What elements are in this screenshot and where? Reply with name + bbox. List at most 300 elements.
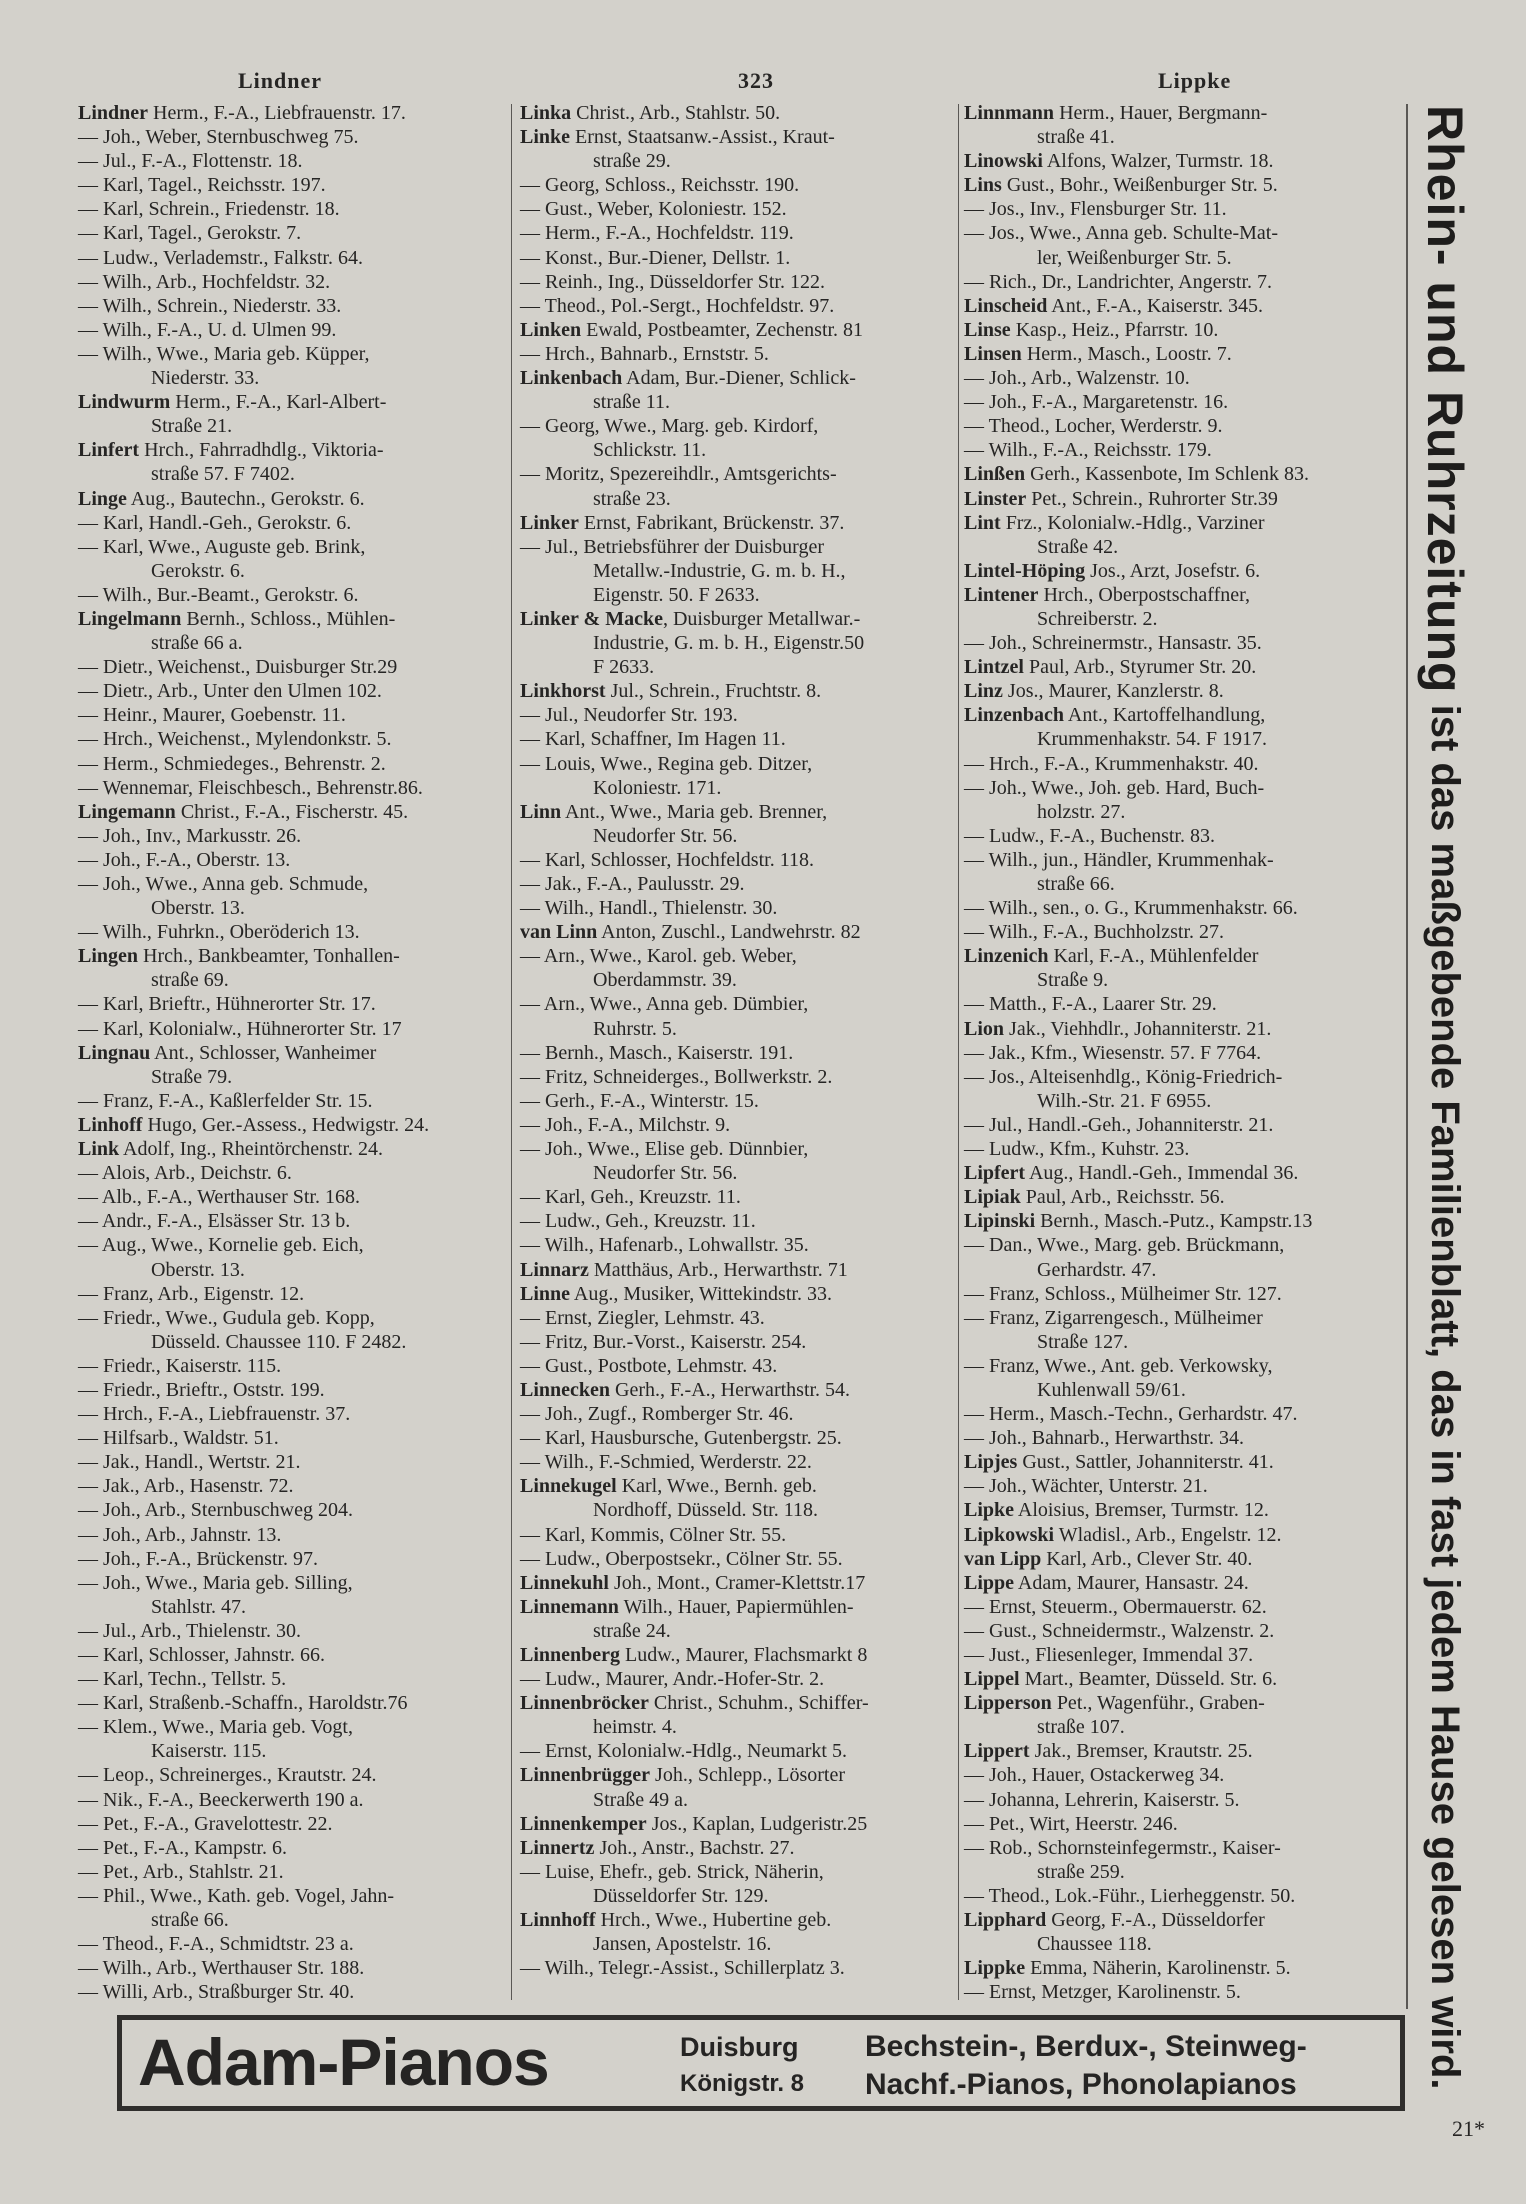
directory-entry: [520, 1233, 869, 1257]
entry-text: — Gust., Weber, Koloniestr. 152.: [520, 198, 787, 221]
entry-surname: Lippert: [964, 1740, 1030, 1763]
directory-entry: [78, 294, 429, 318]
directory-entry: [78, 655, 429, 679]
entry-continuation: [78, 1908, 429, 1932]
directory-entry: [964, 583, 1312, 607]
entry-text: — Jul., F.-A., Flottenstr. 18.: [78, 150, 303, 173]
entry-text: — Fritz, Bur.-Vorst., Kaiserstr. 254.: [520, 1330, 807, 1353]
entry-continuation: [78, 559, 429, 583]
entry-text: — Ernst, Steuerm., Obermauerstr. 62.: [964, 1595, 1267, 1618]
entry-text: — Wilh., Fuhrkn., Oberöderich 13.: [78, 921, 360, 944]
entry-text: holzstr. 27.: [1037, 800, 1126, 823]
directory-entry: [520, 511, 869, 535]
directory-entry: [964, 776, 1312, 800]
directory-entry: [78, 1523, 429, 1547]
directory-entry: [964, 1908, 1312, 1932]
entry-continuation: [78, 968, 429, 992]
entry-text: — Wilh., sen., o. G., Krummenhakstr. 66.: [964, 897, 1298, 920]
directory-entry: [78, 1980, 429, 2004]
directory-entry: [964, 1450, 1312, 1474]
entry-text: — Ernst, Kolonialw.-Hdlg., Neumarkt 5.: [520, 1740, 847, 1763]
entry-text: — Friedr., Brieftr., Oststr. 199.: [78, 1378, 325, 1401]
entry-text: — Karl, Tagel., Gerokstr. 7.: [78, 222, 302, 245]
entry-text: Kasp., Heiz., Pfarrstr. 10.: [1010, 318, 1219, 341]
directory-entry: [520, 727, 869, 751]
entry-text: Jak., Viehhdlr., Johanniterstr. 21.: [1004, 1017, 1272, 1040]
entry-surname: Linkhorst: [520, 680, 606, 703]
directory-entry: [78, 1571, 429, 1595]
entry-text: — Ludw., Oberpostsekr., Cölner Str. 55.: [520, 1547, 843, 1570]
entry-text: straße 23.: [593, 487, 671, 510]
directory-entry: [964, 1209, 1312, 1233]
entry-text: Eigenstr. 50. F 2633.: [593, 583, 760, 606]
entry-surname: Lipperson: [964, 1692, 1052, 1715]
directory-entry: [964, 511, 1312, 535]
directory-entry: [78, 944, 429, 968]
directory-entry: [520, 992, 869, 1016]
entry-text: Oberstr. 13.: [151, 897, 245, 920]
entry-text: — Konst., Bur.-Diener, Dellstr. 1.: [520, 246, 791, 269]
entry-surname: van Lipp: [964, 1547, 1042, 1570]
directory-entry: [78, 1041, 429, 1065]
entry-text: — Heinr., Maurer, Goebenstr. 11.: [78, 704, 346, 727]
directory-entry: [964, 1547, 1312, 1571]
entry-text: — Alb., F.-A., Werthauser Str. 168.: [78, 1186, 360, 1209]
entry-text: Hrch., Fahrradhdlg., Viktoria-: [139, 439, 384, 462]
entry-text: Stahlstr. 47.: [151, 1595, 247, 1618]
directory-entry: [964, 1619, 1312, 1643]
directory-entry: [964, 703, 1312, 727]
entry-text: Ant., Schlosser, Wanheimer: [150, 1041, 377, 1064]
directory-entry: [520, 294, 869, 318]
entry-text: Jos., Kaplan, Ludgeristr.25: [646, 1812, 868, 1835]
entry-surname: Lint: [964, 511, 1001, 534]
directory-entry: [964, 559, 1312, 583]
entry-text: — Theod., Locher, Werderstr. 9.: [964, 415, 1223, 438]
directory-entry: [78, 800, 429, 824]
directory-entry: [964, 1884, 1312, 1908]
entry-continuation: [520, 631, 869, 655]
entry-continuation: [520, 438, 869, 462]
entry-text: — Arn., Wwe., Karol. geb. Weber,: [520, 945, 797, 968]
entry-surname: Lipjes: [964, 1451, 1018, 1474]
directory-entry: [78, 703, 429, 727]
entry-surname: Lingnau: [78, 1041, 151, 1064]
entry-text: — Rich., Dr., Landrichter, Angerstr. 7.: [964, 270, 1273, 293]
entry-text: — Herm., F.-A., Hochfeldstr. 119.: [520, 222, 794, 245]
directory-entry: [78, 752, 429, 776]
directory-entry: [964, 1571, 1312, 1595]
directory-entry: [964, 1282, 1312, 1306]
entry-continuation: [520, 776, 869, 800]
entry-surname: Linfert: [78, 439, 140, 462]
directory-entry: [78, 246, 429, 270]
directory-entry: [964, 1065, 1312, 1089]
entry-surname: Lintzel: [964, 656, 1024, 679]
entry-text: — Dietr., Arb., Unter den Ulmen 102.: [78, 680, 382, 703]
directory-entry: [964, 318, 1312, 342]
directory-entry: [520, 1065, 869, 1089]
entry-continuation: [520, 149, 869, 173]
directory-entry: [964, 1402, 1312, 1426]
directory-column-2: [520, 101, 869, 1980]
directory-entry: [78, 1161, 429, 1185]
entry-text: — Arn., Wwe., Anna geb. Dümbier,: [520, 993, 809, 1016]
directory-entry: [520, 1137, 869, 1161]
entry-text: F 2633.: [593, 656, 655, 679]
entry-text: Joh., Mont., Cramer-Klettstr.17: [608, 1571, 866, 1594]
entry-text: Emma, Näherin, Karolinenstr. 5.: [1025, 1957, 1291, 1980]
directory-entry: [78, 1282, 429, 1306]
entry-text: Hrch., Bankbeamter, Tonhallen-: [138, 945, 400, 968]
entry-text: Ernst, Fabrikant, Brückenstr. 37.: [578, 511, 845, 534]
entry-continuation: [520, 583, 869, 607]
entry-continuation: [520, 1498, 869, 1522]
entry-text: — Aug., Wwe., Kornelie geb. Eich,: [78, 1234, 364, 1257]
directory-entry: [964, 1041, 1312, 1065]
entry-text: Jansen, Apostelstr. 16.: [593, 1933, 772, 1956]
directory-entry: [78, 342, 429, 366]
directory-entry: [964, 221, 1312, 245]
directory-entry: [964, 1595, 1312, 1619]
directory-entry: [520, 1185, 869, 1209]
entry-text: Aug., Bautechn., Gerokstr. 6.: [126, 487, 365, 510]
entry-text: — Joh., Wwe., Maria geb. Silling,: [78, 1571, 353, 1594]
directory-entry: [520, 246, 869, 270]
directory-entry: [520, 1691, 869, 1715]
entry-continuation: [520, 968, 869, 992]
entry-text: Düsseld. Chaussee 110. F 2482.: [151, 1330, 407, 1353]
entry-text: — Andr., F.-A., Elsässer Str. 13 b.: [78, 1210, 351, 1233]
directory-entry: [520, 1450, 869, 1474]
entry-surname: Linnekugel: [520, 1475, 617, 1498]
entry-text: — Wilh., Arb., Werthauser Str. 188.: [78, 1957, 365, 1980]
entry-continuation: [964, 246, 1312, 270]
directory-column-1: [78, 101, 429, 2004]
directory-entry: [78, 607, 429, 631]
directory-entry: [78, 776, 429, 800]
entry-text: — Moritz, Spezereihdlr., Amtsgerichts-: [520, 463, 837, 486]
entry-surname: Lintel-Höping: [964, 559, 1086, 582]
directory-entry: [964, 848, 1312, 872]
entry-text: — Karl, Tagel., Reichsstr. 197.: [78, 174, 326, 197]
entry-text: Gust., Bohr., Weißenburger Str. 5.: [1001, 174, 1278, 197]
directory-entry: [78, 1426, 429, 1450]
entry-text: Ludw., Maurer, Flachsmarkt 8: [620, 1644, 868, 1666]
entry-surname: Lipphard: [964, 1909, 1047, 1932]
entry-continuation: [964, 1378, 1312, 1402]
entry-surname: Linnertz: [520, 1836, 595, 1859]
entry-text: — Karl, Handl.-Geh., Gerokstr. 6.: [78, 511, 352, 534]
entry-text: Paul, Arb., Reichsstr. 56.: [1020, 1186, 1225, 1209]
entry-text: — Pet., F.-A., Gravelottestr. 22.: [78, 1812, 333, 1835]
entry-text: Aug., Musiker, Wittekindstr. 33.: [570, 1282, 832, 1305]
directory-entry: [78, 872, 429, 896]
directory-entry: [520, 270, 869, 294]
entry-surname: Linnemann: [520, 1595, 619, 1618]
directory-entry: [520, 221, 869, 245]
entry-surname: Lintener: [964, 583, 1039, 606]
entry-text: — Bernh., Masch., Kaiserstr. 191.: [520, 1041, 794, 1064]
entry-continuation: [964, 1860, 1312, 1884]
entry-surname: Lipiak: [964, 1186, 1021, 1209]
entry-text: — Karl, Kommis, Cölner Str. 55.: [520, 1523, 787, 1546]
entry-text: — Wilh., Handl., Thielenstr. 30.: [520, 897, 778, 920]
directory-entry: [78, 197, 429, 221]
entry-continuation: [78, 896, 429, 920]
entry-text: — Jul., Neudorfer Str. 193.: [520, 704, 738, 727]
directory-entry: [78, 1474, 429, 1498]
entry-surname: Linker & Macke: [520, 607, 663, 630]
entry-text: — Joh., Zugf., Romberger Str. 46.: [520, 1403, 794, 1426]
entry-text: Hrch., Oberpostschaffner,: [1038, 583, 1250, 606]
directory-entry: [520, 1643, 869, 1667]
column-divider: [1406, 104, 1408, 2009]
directory-column-3: [964, 101, 1312, 2004]
entry-text: Wilh.-Str. 21. F 6955.: [1037, 1089, 1212, 1112]
directory-entry: [520, 1402, 869, 1426]
entry-surname: Linnenkemper: [520, 1812, 647, 1835]
directory-entry: [964, 270, 1312, 294]
entry-text: straße 107.: [1037, 1716, 1125, 1739]
entry-text: Herm., Masch., Loostr. 7.: [1021, 342, 1232, 365]
entry-text: — Ludw., Geh., Kreuzstr. 11.: [520, 1210, 756, 1233]
directory-entry: [964, 1643, 1312, 1667]
entry-surname: Lippke: [964, 1957, 1026, 1980]
ad-street: Königstr. 8: [680, 2070, 805, 2097]
entry-text: straße 66.: [151, 1909, 229, 1932]
entry-surname: van Linn: [520, 921, 598, 944]
entry-surname: Linzenbach: [964, 704, 1065, 727]
entry-continuation: [964, 872, 1312, 896]
directory-entry: [520, 1378, 869, 1402]
entry-text: — Joh., Arb., Walzenstr. 10.: [964, 367, 1190, 390]
entry-continuation: [520, 559, 869, 583]
entry-surname: Linnekuhl: [520, 1571, 609, 1594]
entry-continuation: [520, 824, 869, 848]
entry-text: Christ., Arb., Stahlstr. 50.: [571, 102, 781, 124]
entry-text: Ewald, Postbeamter, Zechenstr. 81: [581, 318, 864, 341]
side-ad-highlight: Rhein- und Ruhrzeitung: [1417, 105, 1473, 694]
entry-surname: Linne: [520, 1282, 571, 1305]
entry-continuation: [964, 1258, 1312, 1282]
directory-entry: [520, 703, 869, 727]
entry-text: Straße 21.: [151, 415, 233, 438]
entry-text: Nordhoff, Düsseld. Str. 118.: [593, 1499, 818, 1522]
directory-entry: [964, 896, 1312, 920]
directory-entry: [964, 1498, 1312, 1522]
entry-text: — Hrch., Bahnarb., Ernststr. 5.: [520, 342, 769, 365]
directory-entry: [78, 848, 429, 872]
entry-text: — Jak., Kfm., Wiesenstr. 57. F 7764.: [964, 1041, 1262, 1064]
directory-entry: [964, 1354, 1312, 1378]
entry-text: Jak., Bremser, Krautstr. 25.: [1029, 1740, 1253, 1763]
entry-text: Joh., Anstr., Bachstr. 27.: [594, 1836, 795, 1859]
directory-entry: [78, 1498, 429, 1522]
entry-text: — Joh., Wwe., Elise geb. Dünnbier,: [520, 1138, 809, 1161]
directory-entry: [520, 752, 869, 776]
entry-text: — Luise, Ehefr., geb. Strick, Näherin,: [520, 1860, 824, 1883]
entry-text: Aug., Handl.-Geh., Immendal 36.: [1025, 1162, 1299, 1185]
entry-text: — Joh., Arb., Sternbuschweg 204.: [78, 1499, 353, 1522]
directory-entry: [78, 1378, 429, 1402]
directory-entry: [78, 1185, 429, 1209]
directory-entry: [964, 1426, 1312, 1450]
entry-continuation: [520, 1017, 869, 1041]
directory-entry: [520, 848, 869, 872]
side-ad-text: ist das maßgebende Familienblatt, das in fast jedem Hause gelesen wird.: [1423, 693, 1467, 2090]
directory-entry: [964, 1161, 1312, 1185]
directory-entry: [520, 197, 869, 221]
directory-entry: [78, 535, 429, 559]
directory-entry: [78, 101, 429, 125]
directory-entry: [964, 173, 1312, 197]
directory-entry: [78, 1956, 429, 1980]
directory-entry: [520, 679, 869, 703]
signature-mark: 21*: [1452, 2116, 1485, 2141]
entry-text: — Karl, Hausbursche, Gutenbergstr. 25.: [520, 1427, 842, 1450]
directory-entry: [964, 1812, 1312, 1836]
entry-surname: Lingen: [78, 945, 139, 968]
entry-text: Adam, Maurer, Hansastr. 24.: [1014, 1571, 1249, 1594]
entry-text: Christ., F.-A., Fischerstr. 45.: [175, 800, 409, 823]
directory-entry: [78, 1306, 429, 1330]
directory-entry: [520, 1354, 869, 1378]
entry-text: straße 259.: [1037, 1860, 1125, 1883]
entry-text: Adolf, Ing., Rheintörchenstr. 24.: [119, 1138, 384, 1161]
directory-entry: [964, 294, 1312, 318]
directory-entry: [78, 221, 429, 245]
entry-surname: Linnarz: [520, 1258, 589, 1281]
directory-entry: [78, 1691, 429, 1715]
entry-text: — Joh., Weber, Sternbuschweg 75.: [78, 126, 359, 149]
entry-text: — Alois, Arb., Deichstr. 6.: [78, 1162, 292, 1185]
entry-text: heimstr. 4.: [593, 1716, 677, 1739]
entry-text: Gust., Sattler, Johanniterstr. 41.: [1017, 1451, 1274, 1474]
entry-text: — Friedr., Wwe., Gudula geb. Kopp,: [78, 1306, 375, 1329]
entry-text: Mart., Beamter, Düsseld. Str. 6.: [1019, 1668, 1278, 1691]
entry-surname: Linnenbrügger: [520, 1764, 651, 1787]
entry-text: Karl, Arb., Clever Str. 40.: [1041, 1547, 1253, 1570]
entry-text: — Franz, Wwe., Ant. geb. Verkowsky,: [964, 1354, 1273, 1377]
entry-continuation: [964, 125, 1312, 149]
entry-surname: Linster: [964, 487, 1027, 510]
entry-continuation: [964, 535, 1312, 559]
entry-text: — Pet., Wirt, Heerstr. 246.: [964, 1812, 1178, 1835]
directory-entry: [78, 1884, 429, 1908]
entry-text: — Gust., Postbote, Lehmstr. 43.: [520, 1354, 778, 1377]
ad-line-2: Nachf.-Pianos, Phonolapianos: [865, 2068, 1297, 2101]
directory-entry: [964, 149, 1312, 173]
entry-text: Georg, F.-A., Düsseldorfer: [1046, 1909, 1265, 1932]
entry-text: Straße 49 a.: [593, 1788, 688, 1811]
directory-entry: [520, 1306, 869, 1330]
directory-entry: [964, 631, 1312, 655]
entry-text: Matthäus, Arb., Herwarthstr. 71: [588, 1258, 848, 1281]
entry-text: — Rob., Schornsteinfegermstr., Kaiser-: [964, 1836, 1281, 1859]
entry-text: — Ludw., Kfm., Kuhstr. 23.: [964, 1138, 1190, 1161]
running-head-left: Lindner: [238, 68, 323, 93]
entry-text: — Karl, Straßenb.-Schaffn., Haroldstr.76: [78, 1692, 408, 1715]
entry-surname: Linhoff: [78, 1113, 143, 1136]
entry-continuation: [964, 1715, 1312, 1739]
entry-continuation: [964, 727, 1312, 751]
page-number: 323: [738, 68, 774, 93]
entry-surname: Linzenich: [964, 945, 1049, 968]
directory-entry: [78, 1667, 429, 1691]
directory-entry: [78, 992, 429, 1016]
entry-text: Neudorfer Str. 56.: [593, 1162, 738, 1185]
entry-text: — Reinh., Ing., Düsseldorfer Str. 122.: [520, 270, 825, 293]
entry-text: — Just., Fliesenleger, Immendal 37.: [964, 1644, 1254, 1666]
directory-entry: [78, 824, 429, 848]
directory-entry: [78, 1233, 429, 1257]
entry-text: Hugo, Ger.-Assess., Hedwigstr. 24.: [142, 1113, 430, 1136]
directory-entry: [520, 173, 869, 197]
entry-surname: Linker: [520, 511, 579, 534]
entry-text: Anton, Zuschl., Landwehrstr. 82: [597, 921, 861, 944]
directory-entry: [520, 125, 869, 149]
directory-entry: [964, 101, 1312, 125]
entry-text: — Karl, Brieftr., Hühnerorter Str. 17.: [78, 993, 376, 1016]
entry-text: — Joh., Wwe., Joh. geb. Hard, Buch-: [964, 776, 1265, 799]
directory-entry: [78, 1402, 429, 1426]
directory-entry: [964, 366, 1312, 390]
entry-text: — Willi, Arb., Straßburger Str. 40.: [78, 1981, 355, 2004]
entry-text: Herm., F.-A., Liebfrauenstr. 17.: [148, 102, 406, 124]
entry-surname: Linse: [964, 318, 1011, 341]
entry-text: — Wilh., Wwe., Maria geb. Küpper,: [78, 342, 370, 365]
directory-entry: [964, 1980, 1312, 2004]
directory-entry: [520, 800, 869, 824]
entry-text: — Wilh., Hafenarb., Lohwallstr. 35.: [520, 1234, 809, 1257]
entry-surname: Linnmann: [964, 102, 1055, 124]
entry-text: Neudorfer Str. 56.: [593, 824, 738, 847]
entry-text: — Klem., Wwe., Maria geb. Vogt,: [78, 1716, 353, 1739]
directory-entry: [964, 197, 1312, 221]
entry-text: Straße 9.: [1037, 969, 1109, 992]
entry-text: — Franz, F.-A., Kaßlerfelder Str. 15.: [78, 1089, 373, 1112]
directory-entry: [964, 438, 1312, 462]
entry-text: Bernh., Schloss., Mühlen-: [181, 607, 396, 630]
entry-text: Industrie, G. m. b. H., Eigenstr.50: [593, 632, 865, 655]
entry-text: Joh., Schlepp., Lösorter: [650, 1764, 846, 1787]
entry-text: — Fritz, Schneiderges., Bollwerkstr. 2.: [520, 1065, 833, 1088]
directory-entry: [964, 1113, 1312, 1137]
directory-entry: [520, 366, 869, 390]
running-head-right: Lippke: [1158, 68, 1232, 93]
entry-text: straße 69.: [151, 969, 229, 992]
entry-surname: Linßen: [964, 463, 1026, 486]
entry-text: Frz., Kolonialw.-Hdlg., Varziner: [1000, 511, 1265, 534]
directory-entry: [520, 1763, 869, 1787]
directory-entry: [964, 1474, 1312, 1498]
entry-surname: Linn: [520, 800, 562, 823]
entry-text: — Friedr., Kaiserstr. 115.: [78, 1354, 282, 1377]
entry-text: — Karl, Schaffner, Im Hagen 11.: [520, 728, 786, 751]
directory-entry: [78, 270, 429, 294]
directory-entry: [964, 920, 1312, 944]
entry-surname: Link: [78, 1138, 120, 1161]
directory-entry: [964, 1739, 1312, 1763]
directory-entry: [520, 342, 869, 366]
entry-continuation: [964, 1932, 1312, 1956]
directory-entry: [78, 583, 429, 607]
directory-entry: [520, 1812, 869, 1836]
directory-entry: [964, 414, 1312, 438]
directory-entry: [78, 920, 429, 944]
entry-text: Schlickstr. 11.: [593, 439, 707, 462]
